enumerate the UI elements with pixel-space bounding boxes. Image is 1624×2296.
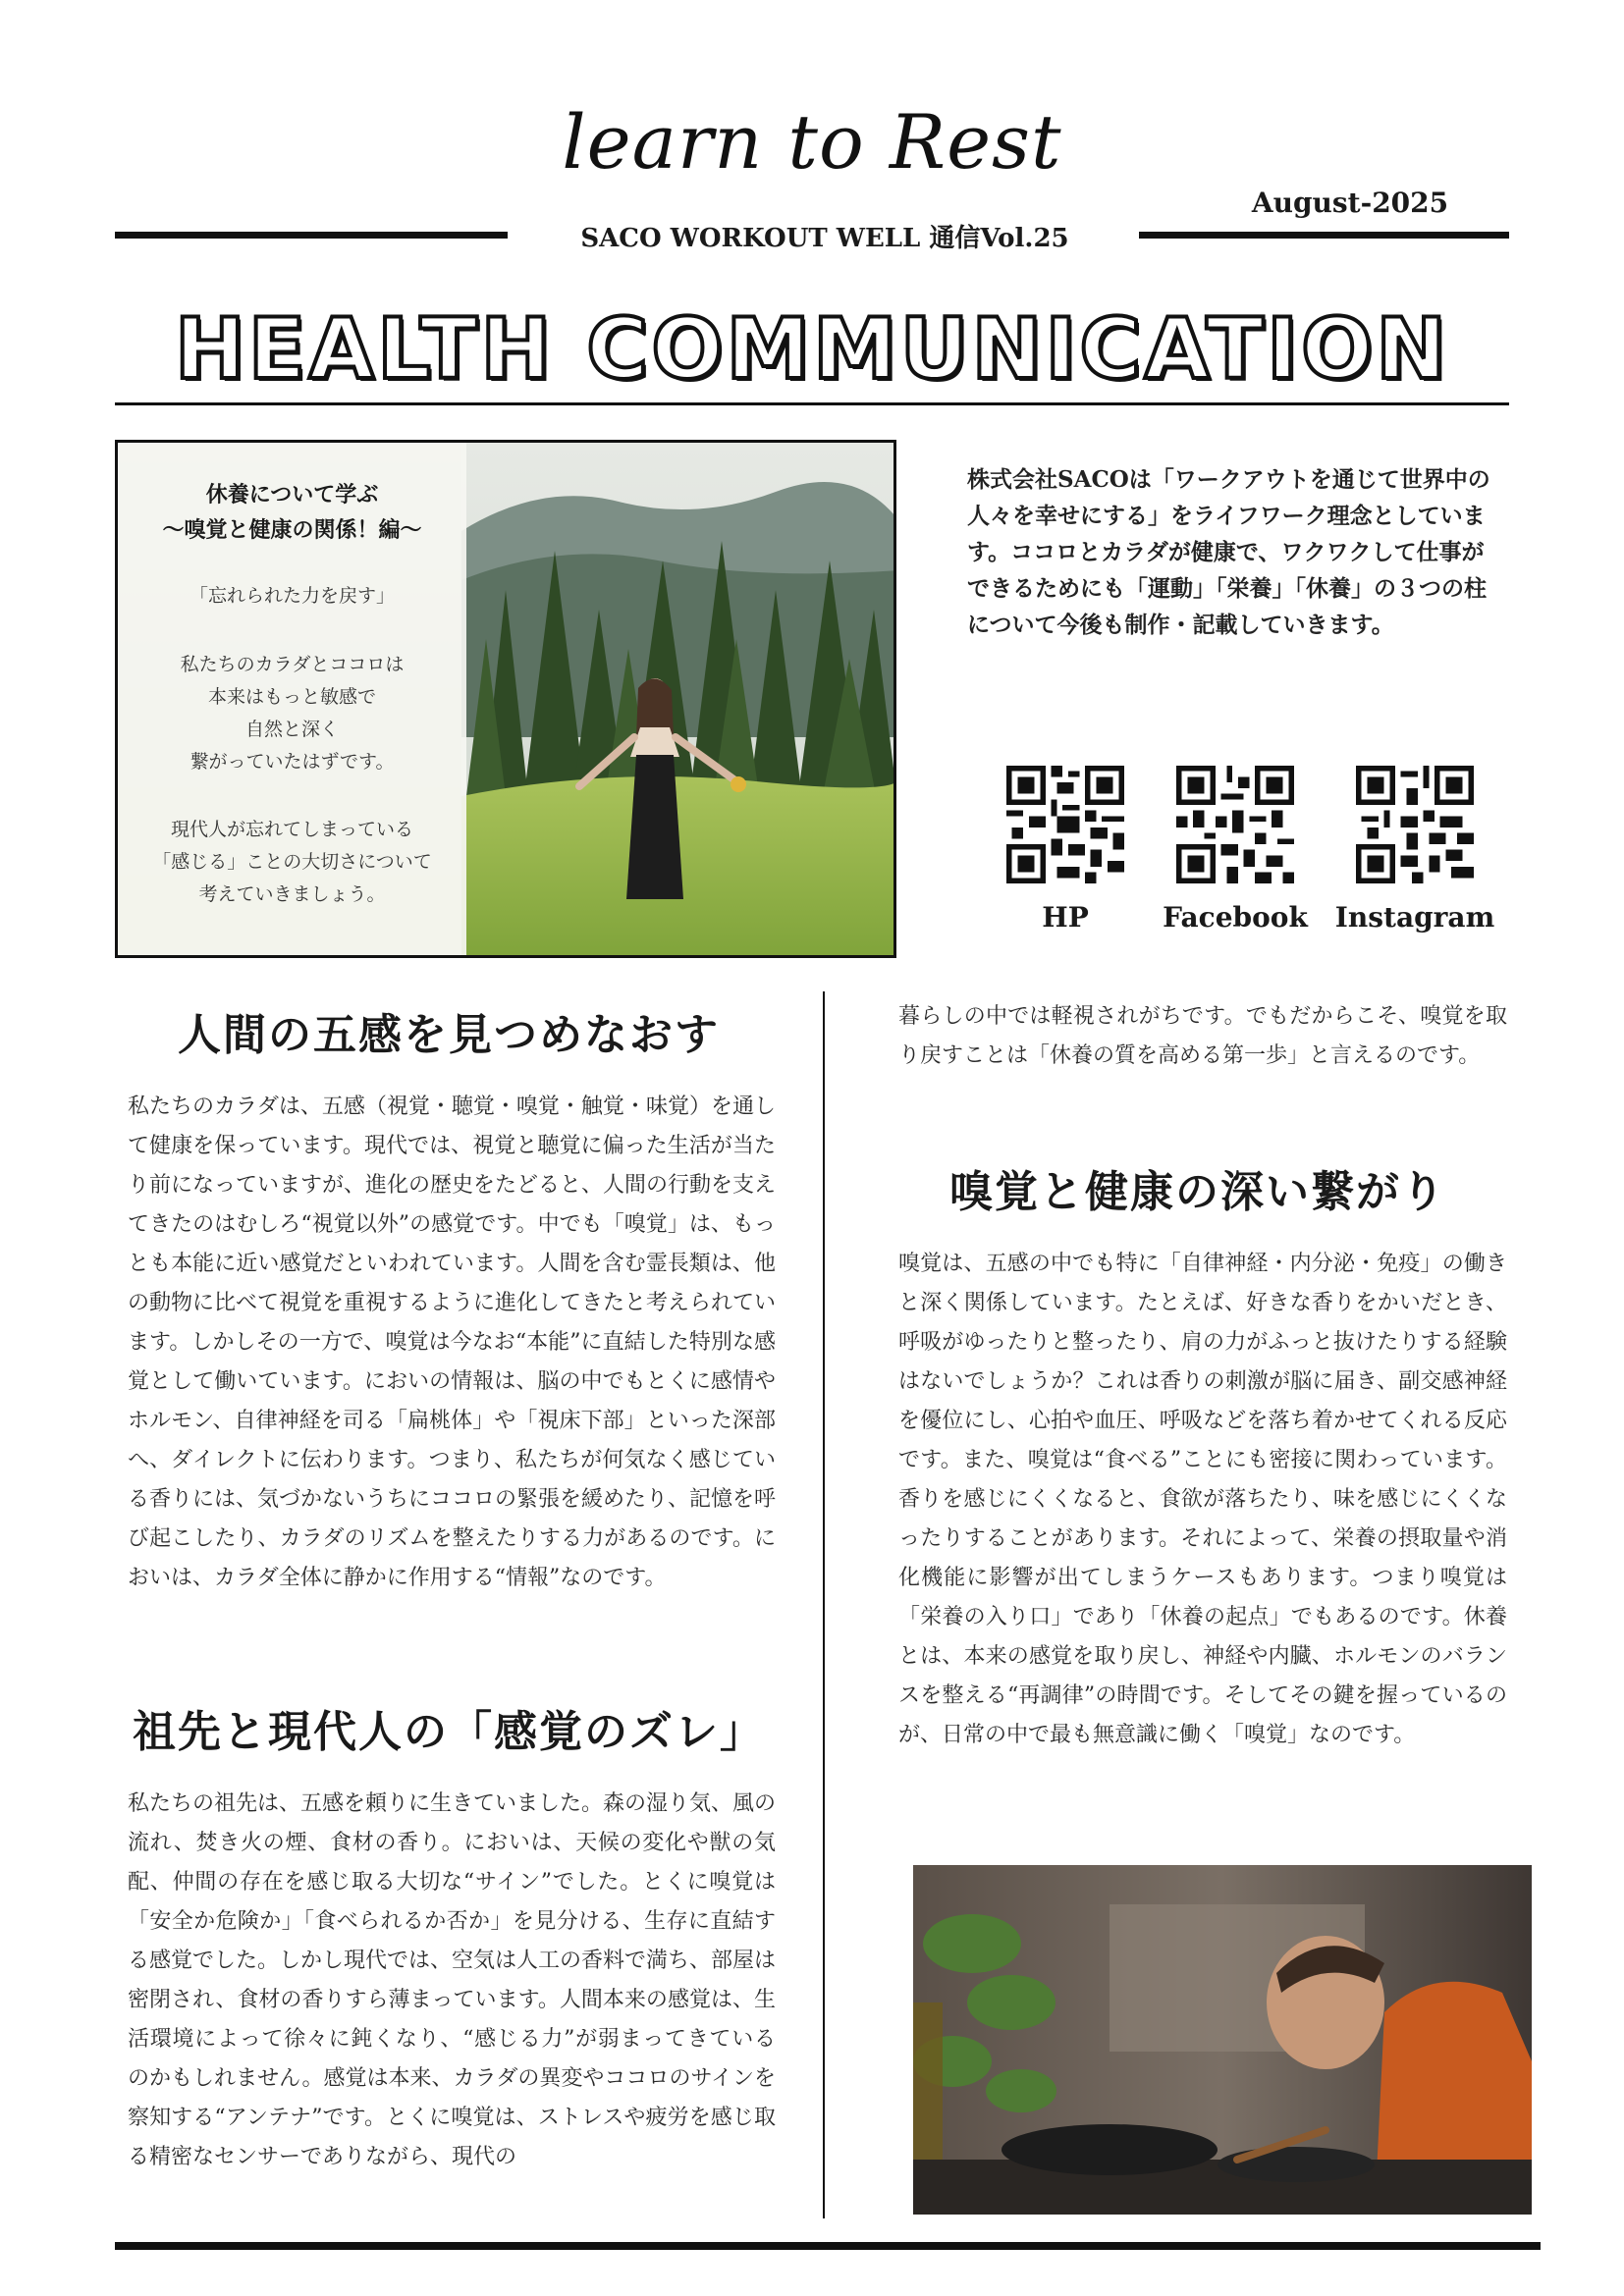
intro-closing-line: 考えていきましょう。: [198, 883, 386, 905]
intro-closing-line: 現代人が忘れてしまっている: [170, 819, 413, 840]
intro-heading-2: 〜嗅覚と健康の関係！編〜: [162, 517, 422, 543]
man-cooking-photo: [913, 1865, 1532, 2215]
intro-box: [115, 440, 896, 958]
continuation-body: 暮らしの中では軽視されがちです。でもだからこそ、嗅覚を取り戻すことは「休養の質を高める第一歩」と言えるのです。: [898, 1004, 1507, 1068]
smell-health-body: 嗅覚は、五感の中でも特に「自律神経・内分泌・免疫」の働きと深く関係しています。たとえば、好きな香りをかいだとき、呼吸がゆったりと整ったり、肩の力がふっと抜けたりする経験はないでしょうか？これは香りの刺激が脳に届き、副交感神経を優位にし、心拍や血圧、呼吸などを落ち着かせてくれる反応です。また、嗅覚は“食べる”ことにも密接に関わっています。香りを感じにくくなると、食欲が落ちたり、味を感じにくくなったりすることがあります。それによって、栄養の摂取量や消化機能に影響が出てしまうケースもあります。つまり嗅覚は「栄養の入り口」であり「休養の起点」でもあるのです。休養とは、本来の感覚を取り戻し、神経や内臓、ホルモンのバランスを整える“再調律”の時間です。そしてその鍵を握っているのが、日常の中で最も無意識に働く「嗅覚」なのです。: [898, 1252, 1507, 1747]
intro-line: 私たちのカラダとココロは: [180, 654, 405, 675]
five-senses-heading: 人間の五感を見つめなおす: [178, 1010, 720, 1060]
qr-label-facebook[interactable]: Facebook: [1163, 901, 1308, 934]
masthead-rule-left: [115, 232, 508, 239]
facebook-qr-code[interactable]: [1176, 766, 1294, 883]
main-title: HEALTH COMMUNICATION: [174, 300, 1450, 399]
column-divider: [823, 991, 825, 2218]
ancestors-heading: 祖先と現代人の「感覚のズレ」: [133, 1707, 765, 1757]
hp-qr-code[interactable]: [1006, 766, 1124, 883]
intro-heading-1: 休養について学ぶ: [205, 482, 379, 507]
bottom-rule: [115, 2242, 1541, 2250]
intro-line: 繋がっていたはずです。: [189, 751, 395, 773]
intro-line: 本来はもっと敏感で: [207, 686, 376, 708]
smell-health-heading: 嗅覚と健康の深い繋がり: [949, 1167, 1446, 1217]
five-senses-body: 私たちのカラダは、五感（視覚・聴覚・嗅覚・触覚・味覚）を通して健康を保っています。現代では、視覚と聴覚に偏った生活が当たり前になっていますが、進化の歴史をたどると、人間の行動を支えてきたのはむしろ“視覚以外”の感覚です。中でも「嗅覚」は、もっとも本能に近い感覚だといわれています。人間を含む霊長類は、他の動物に比べて視覚を重視するように進化してきたと考えられています。しかしその一方で、嗅覚は今なお“本能”に直結した特別な感覚として働いています。においの情報は、脳の中でもとくに感情やホルモン、自律神経を司る「扁桃体」や「視床下部」といった深部へ、ダイレクトに伝わります。つまり、私たちが何気なく感じている香りには、気づかないうちにココロの緊張を緩めたり、記憶を呼び起こしたり、カラダのリズムを整えたりする力があるのです。においは、カラダ全体に静かに作用する“情報”なのです。: [128, 1095, 777, 1590]
masthead-rule-right: [1139, 232, 1509, 239]
qr-label-hp[interactable]: HP: [1042, 901, 1089, 934]
instagram-qr-code[interactable]: [1356, 766, 1474, 883]
forest-woman-photo: [461, 443, 896, 958]
intro-quote: 「忘れられた力を戻す」: [189, 585, 395, 607]
issue-date: August-2025: [1251, 187, 1449, 219]
newsletter-script-title: learn to Rest: [562, 98, 1062, 186]
intro-closing-line: 「感じる」ことの大切さについて: [152, 851, 432, 873]
ancestors-body: 私たちの祖先は、五感を頼りに生きていました。森の湿り気、風の流れ、焚き火の煙、食材の香り。においは、天候の変化や獣の気配、仲間の存在を感じ取る大切な“サイン”でした。とくに嗅覚は「安全か危険か」「食べられるか否か」を見分ける、生存に直結する感覚でした。しかし現代では、空気は人工の香料で満ち、部屋は密閉され、食材の香りすら薄まっています。人間本来の感覚は、生活環境によって徐々に鈍くなり、“感じる力”が弱まってきているのかもしれません。感覚は本来、カラダの異変やココロのサインを察知する“アンテナ”です。とくに嗅覚は、ストレスや疲労を感じ取る精密なセンサーでありながら、現代の: [128, 1791, 777, 2169]
qr-label-instagram[interactable]: Instagram: [1334, 901, 1495, 934]
intro-line: 自然と深く: [244, 719, 339, 740]
issue-line: SACO WORKOUT WELL 通信Vol.25: [580, 224, 1069, 253]
title-rule: [115, 402, 1509, 405]
company-description: 株式会社SACOは「ワークアウトを通じて世界中の人々を幸せにする」をライフワーク理念としています。ココロとカラダが健康で、ワクワクして仕事ができるためにも「運動」「栄養」「休養」の３つの柱について今後も制作・記載していきます。: [967, 466, 1490, 638]
